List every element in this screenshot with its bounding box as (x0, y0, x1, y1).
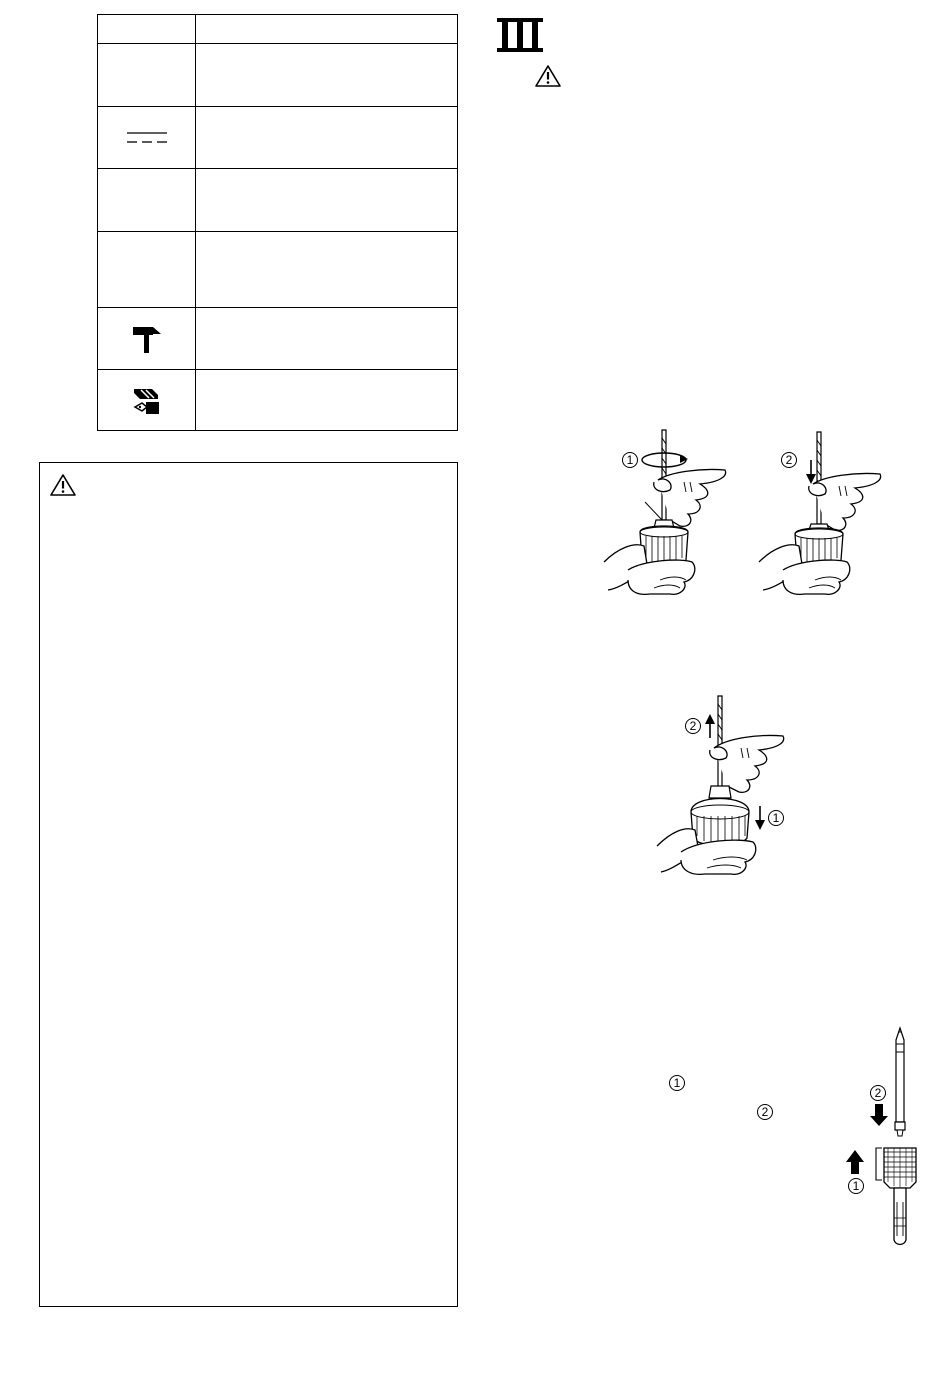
table-row (98, 369, 457, 431)
table-row (98, 168, 457, 231)
symbol-table (97, 14, 458, 431)
warning-icon (534, 64, 562, 88)
symbol-cell (98, 370, 195, 431)
table-row (98, 106, 457, 168)
inline-step-marker-2: 2 (757, 1104, 773, 1120)
step-marker-1: 1 (622, 452, 638, 468)
hammer-icon (131, 323, 163, 355)
arrow-down-icon (755, 806, 765, 830)
hand-chuck-illustration (755, 420, 890, 600)
hand-chuck-illustration (655, 690, 795, 880)
symbol-cell (98, 308, 195, 369)
figure-chuck-remove (655, 690, 795, 880)
bit-adapter-illustration (840, 1022, 925, 1252)
inline-step-marker-1: 1 (669, 1075, 685, 1091)
step-marker-1: 1 (768, 810, 784, 826)
symbol-cell (98, 44, 195, 106)
warning-icon (49, 473, 77, 497)
warning-box (39, 462, 458, 1307)
symbol-cell (98, 232, 195, 307)
section-numeral-iii (497, 18, 543, 52)
symbol-cell (98, 107, 195, 168)
table-row (98, 43, 457, 106)
table-row (98, 231, 457, 307)
symbol-cell (98, 169, 195, 231)
step-marker-2: 2 (870, 1085, 886, 1101)
hand-chuck-illustration (600, 420, 730, 600)
step-marker-2: 2 (685, 718, 701, 734)
step-marker-2: 2 (781, 452, 797, 468)
drill-mode-icon (132, 386, 162, 416)
figure-chuck-insert (600, 420, 890, 600)
step-marker-1: 1 (848, 1178, 864, 1194)
dc-current-icon (125, 130, 169, 146)
table-row (98, 307, 457, 369)
figure-bit-adapter (840, 1022, 925, 1252)
